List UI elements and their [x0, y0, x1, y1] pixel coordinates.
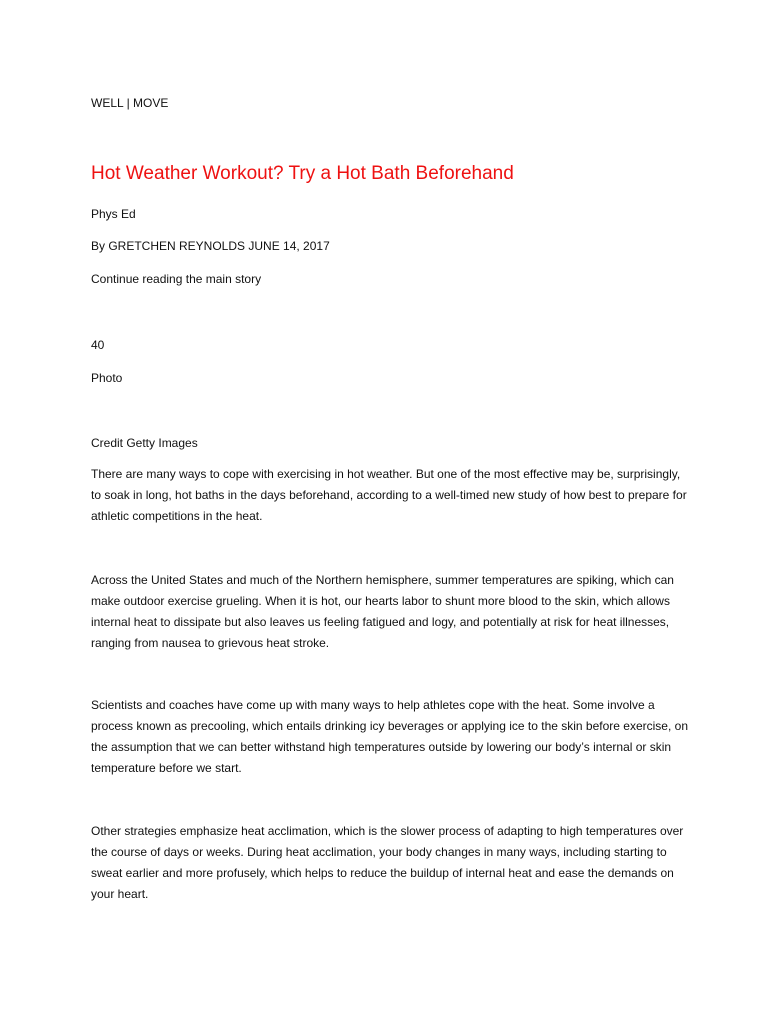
paragraph-2: Across the United States and much of the Northern hemisphere, summer temperatures are spiking, which can make outdoor exercise grueling. When it is hot, our hearts labor to shunt more blood to the skin, which allows internal heat to dissipate but also leaves us feeling fatigued and logy, and potentially at risk for heat illnesses, ranging from nausea to grievous heat stroke.	[91, 573, 674, 650]
article-title: Hot Weather Workout? Try a Hot Bath Beforehand	[91, 163, 514, 184]
photo-label: Photo	[91, 371, 123, 385]
paragraph-1: There are many ways to cope with exercising in hot weather. But one of the most effective may be, surprisingly, to soak in long, hot baths in the days beforehand, according to a well-timed new study of how best to prepare for athletic competitions in the heat.	[91, 467, 687, 523]
paragraph-3: Scientists and coaches have come up with many ways to help athletes cope with the heat. Some involve a process known as precooling, which entails drinking icy beverages or applying ice to the skin before exercise, on the assumption that we can better withstand high temperatures outside by lowering our body’s internal or skin temperature before we start.	[91, 698, 688, 775]
byline: By GRETCHEN REYNOLDS JUNE 14, 2017	[91, 239, 330, 253]
column-name: Phys Ed	[91, 207, 136, 221]
paragraph-4: Other strategies emphasize heat acclimation, which is the slower process of adapting to high temperatures over the course of days or weeks. During heat acclimation, your body changes in many ways, including starting to sweat earlier and more profusely, which helps to reduce the buildup of internal heat and ease the demands on your heart.	[91, 824, 684, 901]
comment-count: 40	[91, 338, 105, 352]
photo-credit: Credit Getty Images	[91, 436, 198, 450]
section-kicker: WELL | MOVE	[91, 96, 169, 110]
continue-reading-link[interactable]: Continue reading the main story	[91, 272, 262, 286]
